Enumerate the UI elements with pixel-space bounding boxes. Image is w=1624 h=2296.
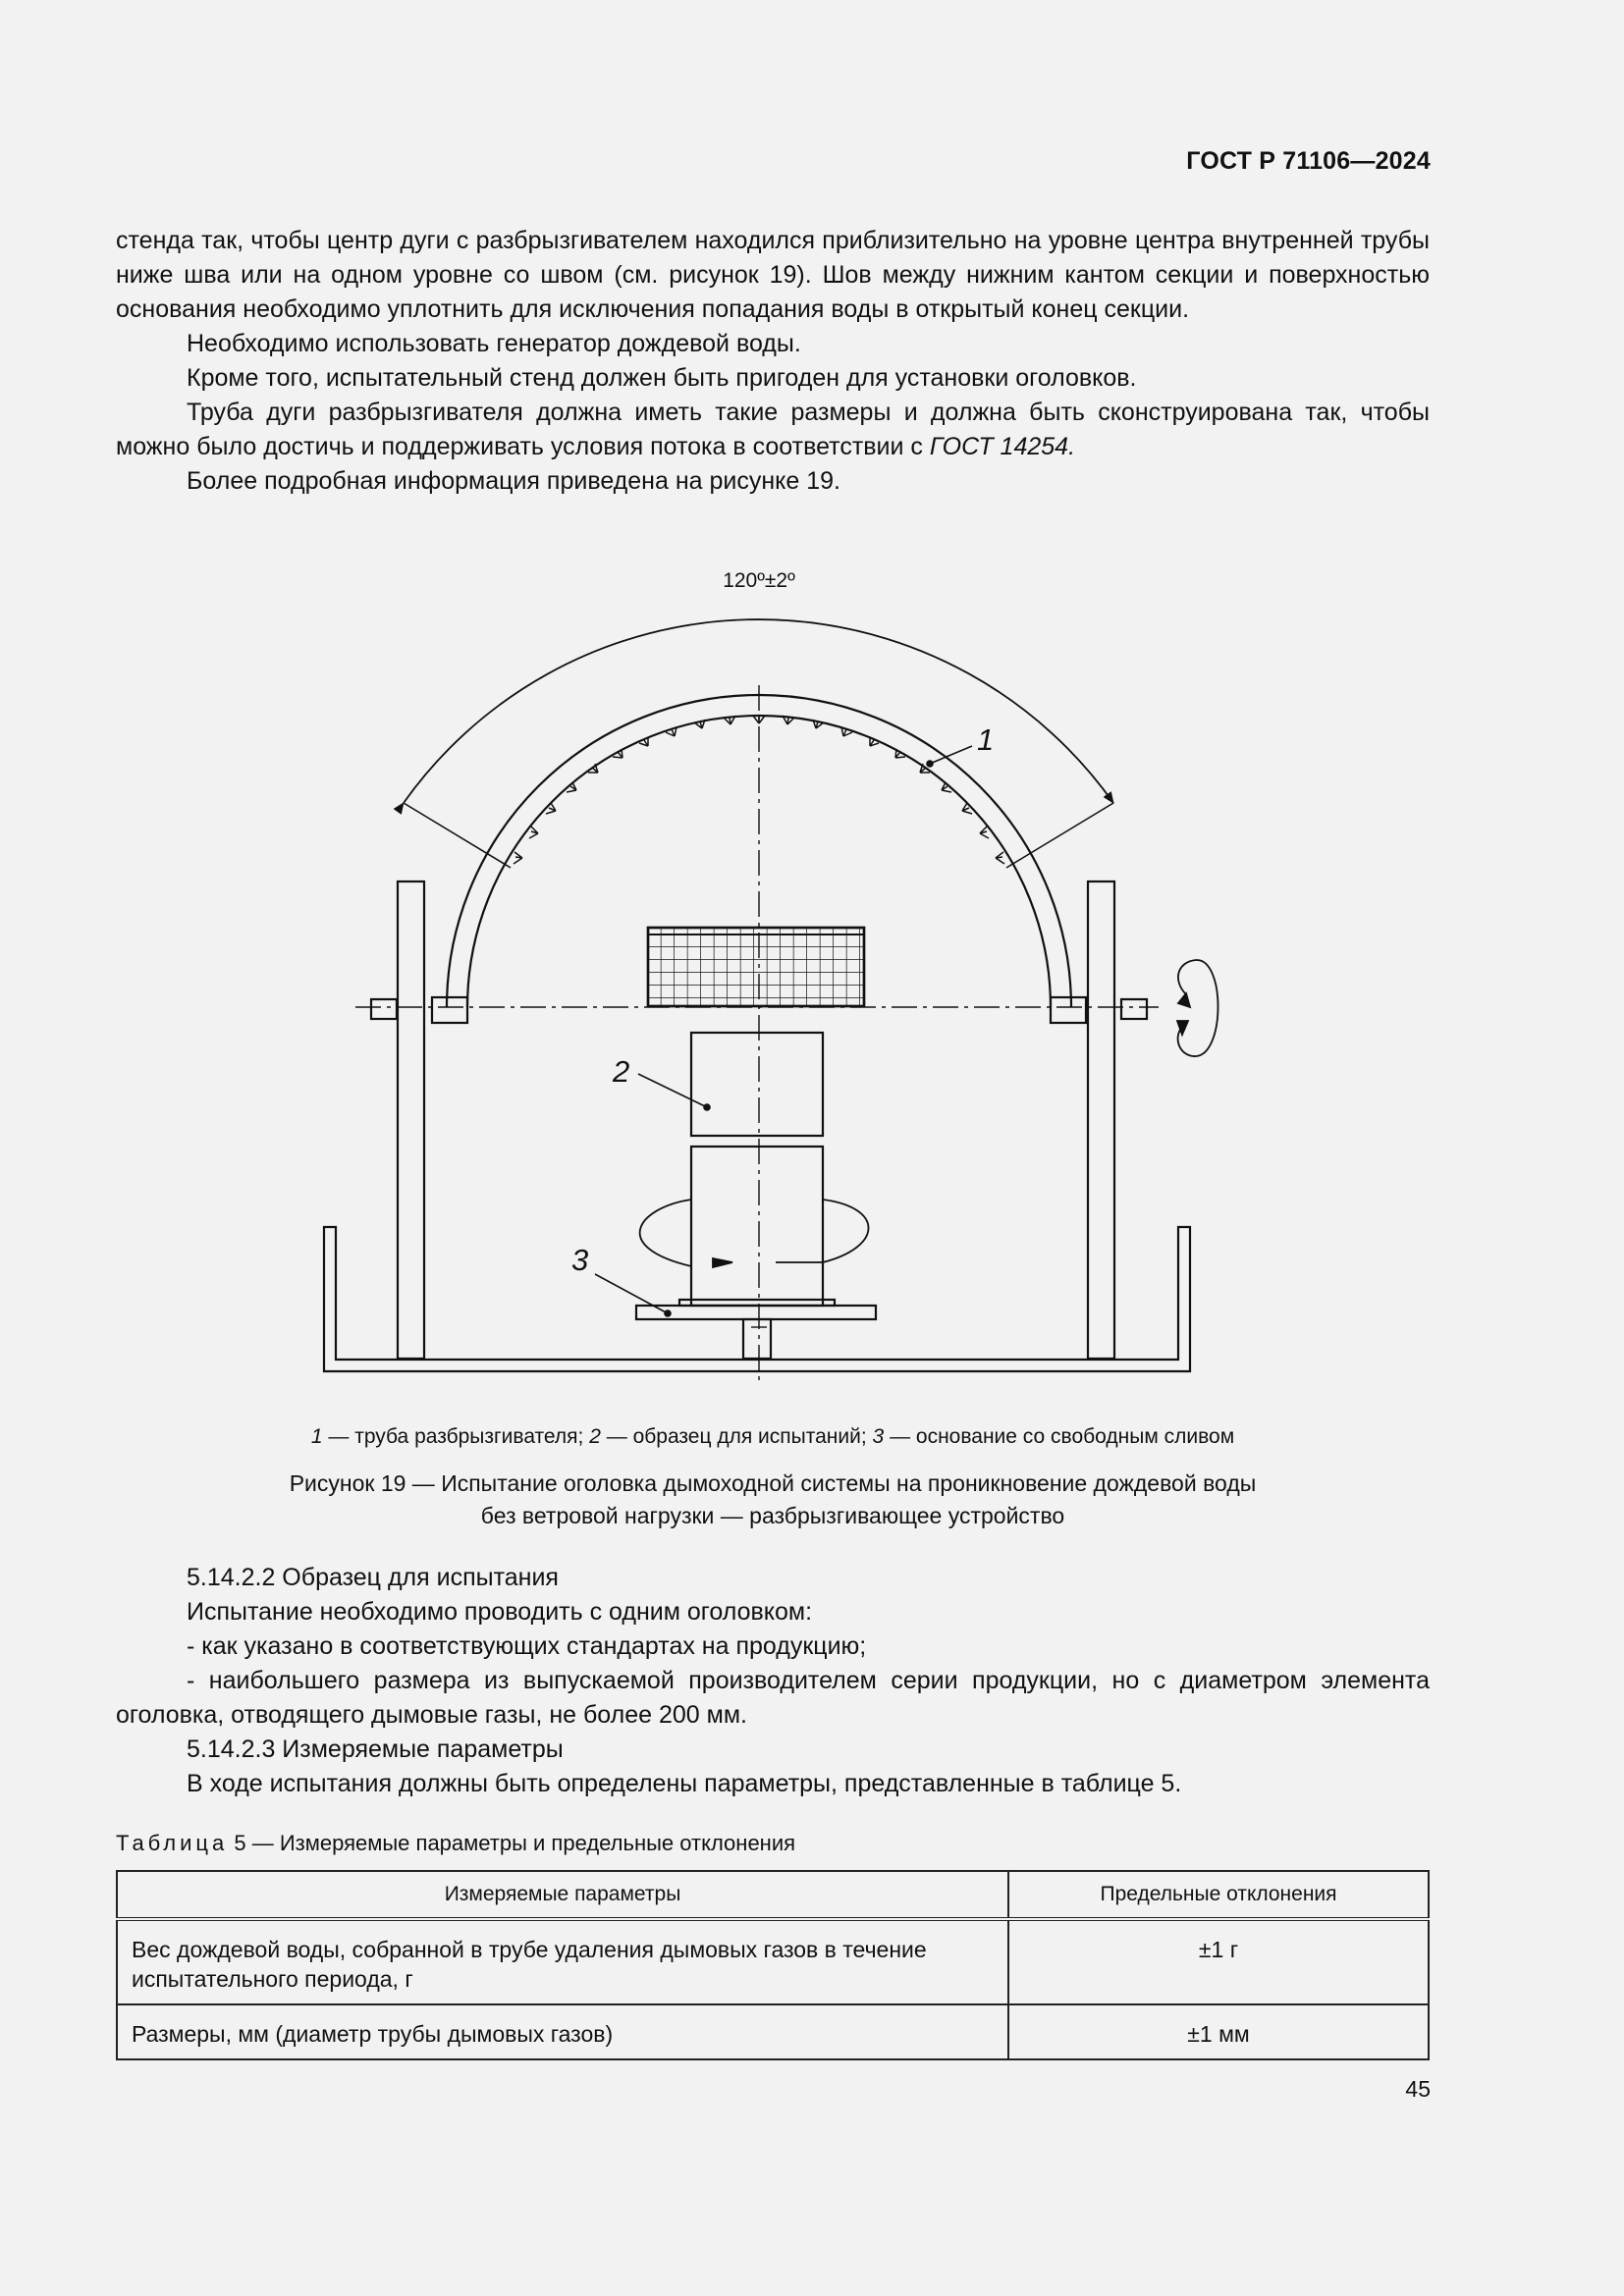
table-row [117, 1919, 1429, 2004]
legend-number: 2 [589, 1425, 601, 1448]
table-title [116, 1831, 795, 1856]
paragraph: Испытание необходимо проводить с одним оголовком: [187, 1598, 813, 1626]
right-stand-post [1088, 881, 1114, 1359]
table-title-word: Таблица [116, 1831, 229, 1855]
legend-text: — образец для испытаний; [600, 1425, 873, 1448]
table-row [117, 2004, 1429, 2059]
figure-legend [116, 1425, 1430, 1449]
legend-number: 3 [872, 1425, 885, 1448]
callout-dot-2 [704, 1104, 710, 1110]
left-pivot-bearing [371, 997, 467, 1023]
dimension-extension-line [1006, 803, 1113, 868]
body-text-top [116, 224, 1430, 499]
column-header: Измеряемые параметры [117, 1871, 1008, 1919]
body-text-bottom [116, 1561, 1430, 1801]
dimension-extension-line [404, 803, 511, 868]
table-cell: ±1 г [1008, 1919, 1429, 2004]
paragraph: Более подробная информация приведена на рисунке 19. [187, 467, 840, 495]
rotation-arrow-arc [1177, 960, 1218, 1056]
angle-label: 120º±2º [723, 569, 795, 592]
document-code-header: ГОСТ Р 71106—2024 [1186, 147, 1431, 175]
table-cell: ±1 мм [1008, 2004, 1429, 2059]
table-cell: Вес дождевой воды, собранной в трубе удаления дымовых газов в течение испытательного периода, г [117, 1919, 1008, 2004]
paragraph: Кроме того, испытательный стенд должен быть пригоден для установки оголовков. [187, 364, 1137, 392]
lower-specimen-pipe [691, 1147, 823, 1306]
figure-19-diagram [312, 558, 1255, 1402]
table-cell: Размеры, мм (диаметр трубы дымовых газов) [117, 2004, 1008, 2059]
callout-label-2: 2 [613, 1054, 630, 1089]
paragraph: Необходимо использовать генератор дождевой воды. [187, 330, 801, 357]
callout-label-1: 1 [977, 722, 995, 757]
test-specimen-pipe [691, 1033, 823, 1136]
section-heading: 5.14.2.2 Образец для испытания [187, 1564, 559, 1591]
base-support [743, 1319, 771, 1359]
table-header-row [117, 1871, 1429, 1919]
section-heading: 5.14.2.3 Измеряемые параметры [187, 1735, 564, 1763]
paragraph: В ходе испытания должны быть определены параметры, представленные в таблице 5. [187, 1770, 1182, 1797]
standard-reference: ГОСТ 14254. [929, 433, 1076, 460]
caption-line: без ветровой нагрузки — разбрызгивающее устройство [480, 1503, 1065, 1528]
callout-dot-1 [927, 761, 933, 767]
paragraph: стенда так, чтобы центр дуги с разбрызгивателем находился приблизительно на уровне центра внутренней трубы ниже шва или на одном уровне со швом (см. рисунок 19). Шов между нижним кантом секции и поверхностью основания необходимо уплотнить для исключения попадания воды в открытый конец секции. [116, 227, 1430, 323]
callout-dot-3 [665, 1310, 671, 1316]
rotation-arrow-specimen [640, 1200, 869, 1267]
callout-leader-2 [638, 1074, 707, 1107]
figure-caption [116, 1468, 1430, 1532]
list-item: - как указано в соответствующих стандартах на продукцию; [187, 1632, 867, 1660]
right-pivot-bearing [1051, 997, 1147, 1023]
paragraph [116, 396, 1430, 464]
callout-label-3: 3 [571, 1243, 589, 1277]
legend-text: — основание со свободным сливом [884, 1425, 1235, 1448]
caption-line: Рисунок 19 — Испытание оголовка дымоходной системы на проникновение дождевой воды [289, 1470, 1257, 1496]
parameters-table [116, 1870, 1430, 2060]
list-item: - наибольшего размера из выпускаемой производителем серии продукции, но с диаметром элемента оголовка, отводящего дымовые газы, не более 200 мм. [116, 1667, 1430, 1729]
paragraph-text: Труба дуги разбрызгивателя должна иметь такие размеры и должна быть сконструирована так, чтобы можно было достичь и поддерживать условия потока в соответствии с [116, 399, 1430, 460]
column-header: Предельные отклонения [1008, 1871, 1429, 1919]
page-number: 45 [1405, 2076, 1431, 2102]
left-stand-post [398, 881, 424, 1359]
table-title-text: 5 — Измеряемые параметры и предельные отклонения [234, 1831, 796, 1855]
callout-leader-3 [595, 1274, 668, 1313]
legend-text: — труба разбрызгивателя; [322, 1425, 590, 1448]
legend-number: 1 [310, 1425, 323, 1448]
chimney-cap-grid [648, 928, 864, 1006]
free-drain-base-plate [636, 1306, 876, 1319]
